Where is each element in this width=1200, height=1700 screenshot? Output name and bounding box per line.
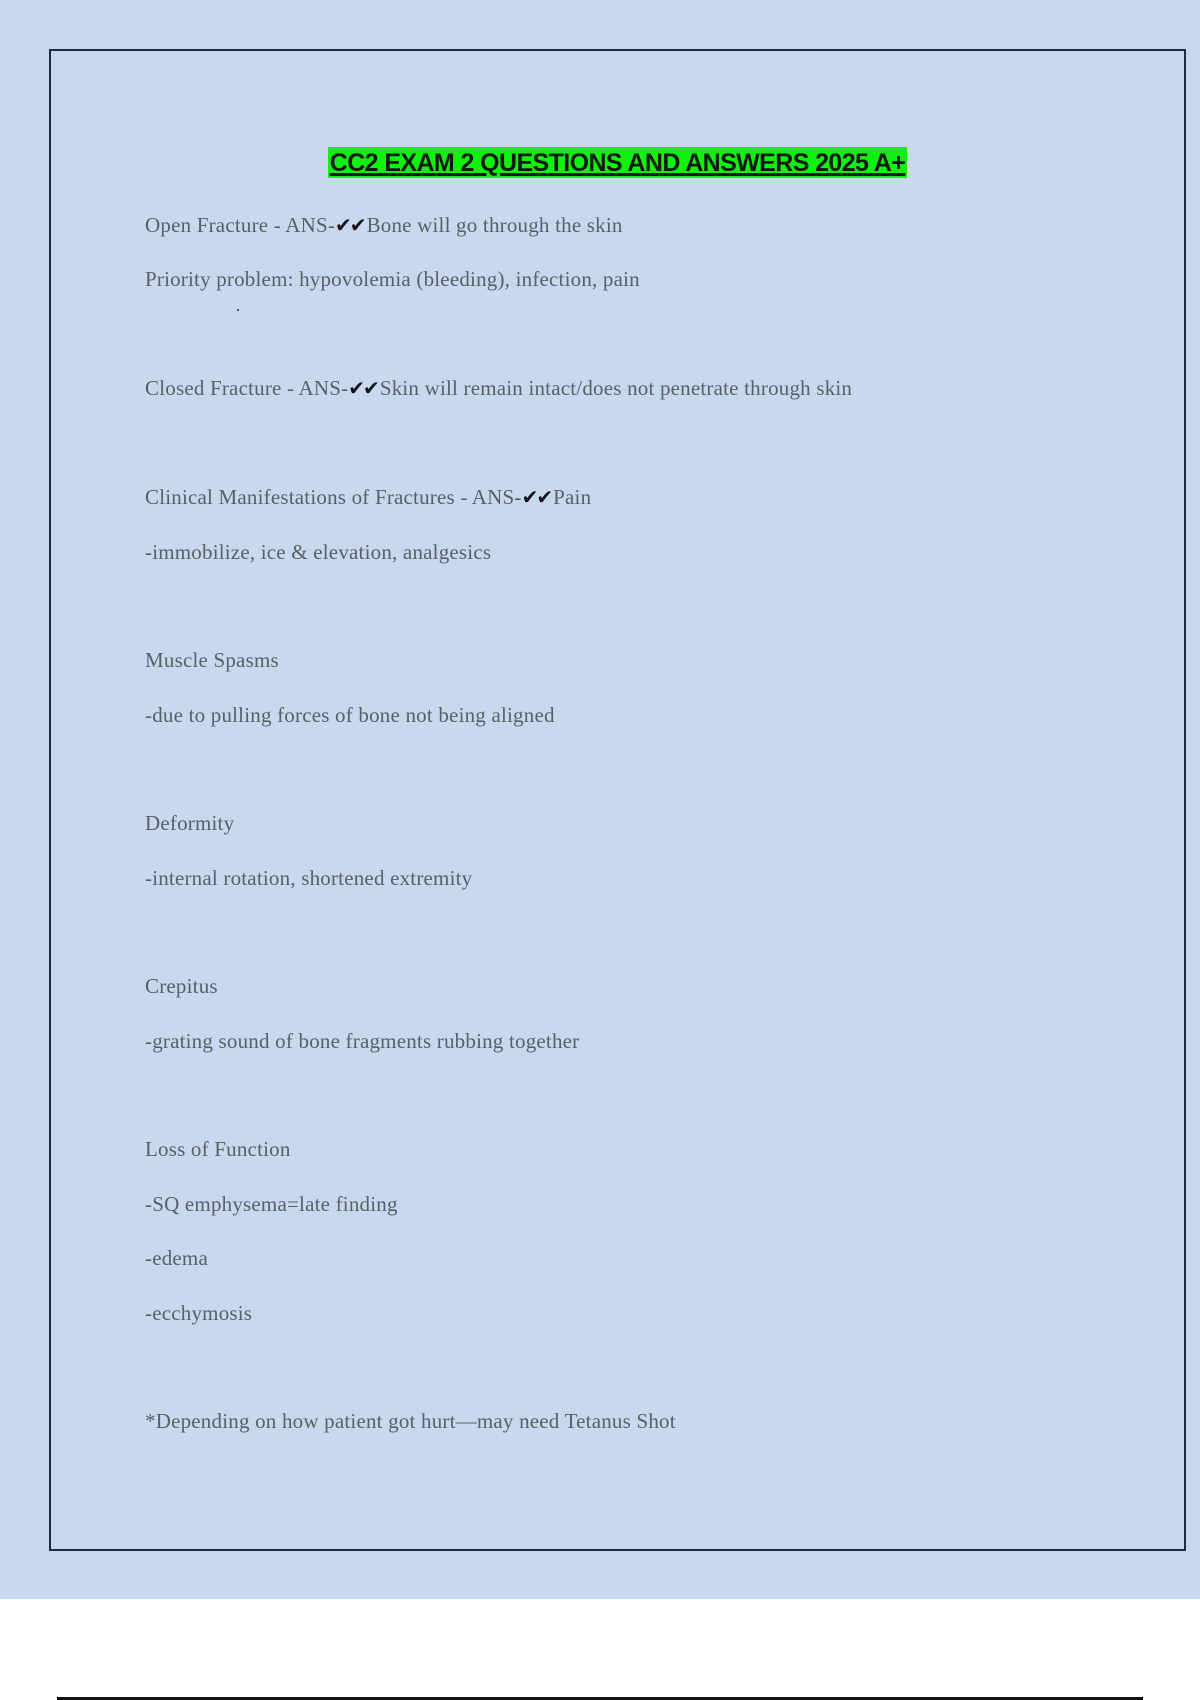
note-pain-treatment: -immobilize, ice & elevation, analgesics bbox=[145, 540, 492, 564]
entry-closed-fracture bbox=[145, 376, 852, 401]
question-text: Clinical Manifestations of Fractures - ANS- bbox=[145, 485, 522, 509]
note-sq-emphysema: -SQ emphysema=late finding bbox=[145, 1192, 398, 1216]
entry-clinical-manifestations bbox=[145, 485, 591, 510]
heading-crepitus: Crepitus bbox=[145, 974, 218, 998]
question-text: Closed Fracture - ANS- bbox=[145, 376, 349, 400]
title-container bbox=[0, 147, 1200, 178]
answer-text: Pain bbox=[553, 485, 592, 509]
heading-loss-of-function: Loss of Function bbox=[145, 1137, 291, 1161]
double-check-icon: ✔✔ bbox=[335, 213, 365, 237]
entry-open-fracture bbox=[145, 213, 623, 238]
note-ecchymosis: -ecchymosis bbox=[145, 1301, 253, 1325]
answer-text: Bone will go through the skin bbox=[366, 213, 623, 237]
question-text: Open Fracture - ANS- bbox=[145, 213, 336, 237]
note-deformity: -internal rotation, shortened extremity bbox=[145, 866, 473, 890]
document-title: CC2 EXAM 2 QUESTIONS AND ANSWERS 2025 A+ bbox=[329, 149, 906, 177]
note-crepitus: -grating sound of bone fragments rubbing together bbox=[145, 1029, 580, 1053]
note-priority-problem: Priority problem: hypovolemia (bleeding), infection, pain bbox=[145, 267, 640, 291]
stray-dot bbox=[237, 309, 239, 311]
heading-deformity: Deformity bbox=[145, 811, 235, 835]
double-check-icon: ✔✔ bbox=[348, 376, 378, 400]
note-tetanus-shot: *Depending on how patient got hurt—may need Tetanus Shot bbox=[145, 1409, 676, 1433]
note-edema: -edema bbox=[145, 1246, 208, 1270]
heading-muscle-spasms: Muscle Spasms bbox=[145, 648, 279, 672]
note-muscle-spasms: -due to pulling forces of bone not being aligned bbox=[145, 703, 555, 727]
answer-text: Skin will remain intact/does not penetrate through skin bbox=[379, 376, 853, 400]
double-check-icon: ✔✔ bbox=[521, 485, 552, 509]
